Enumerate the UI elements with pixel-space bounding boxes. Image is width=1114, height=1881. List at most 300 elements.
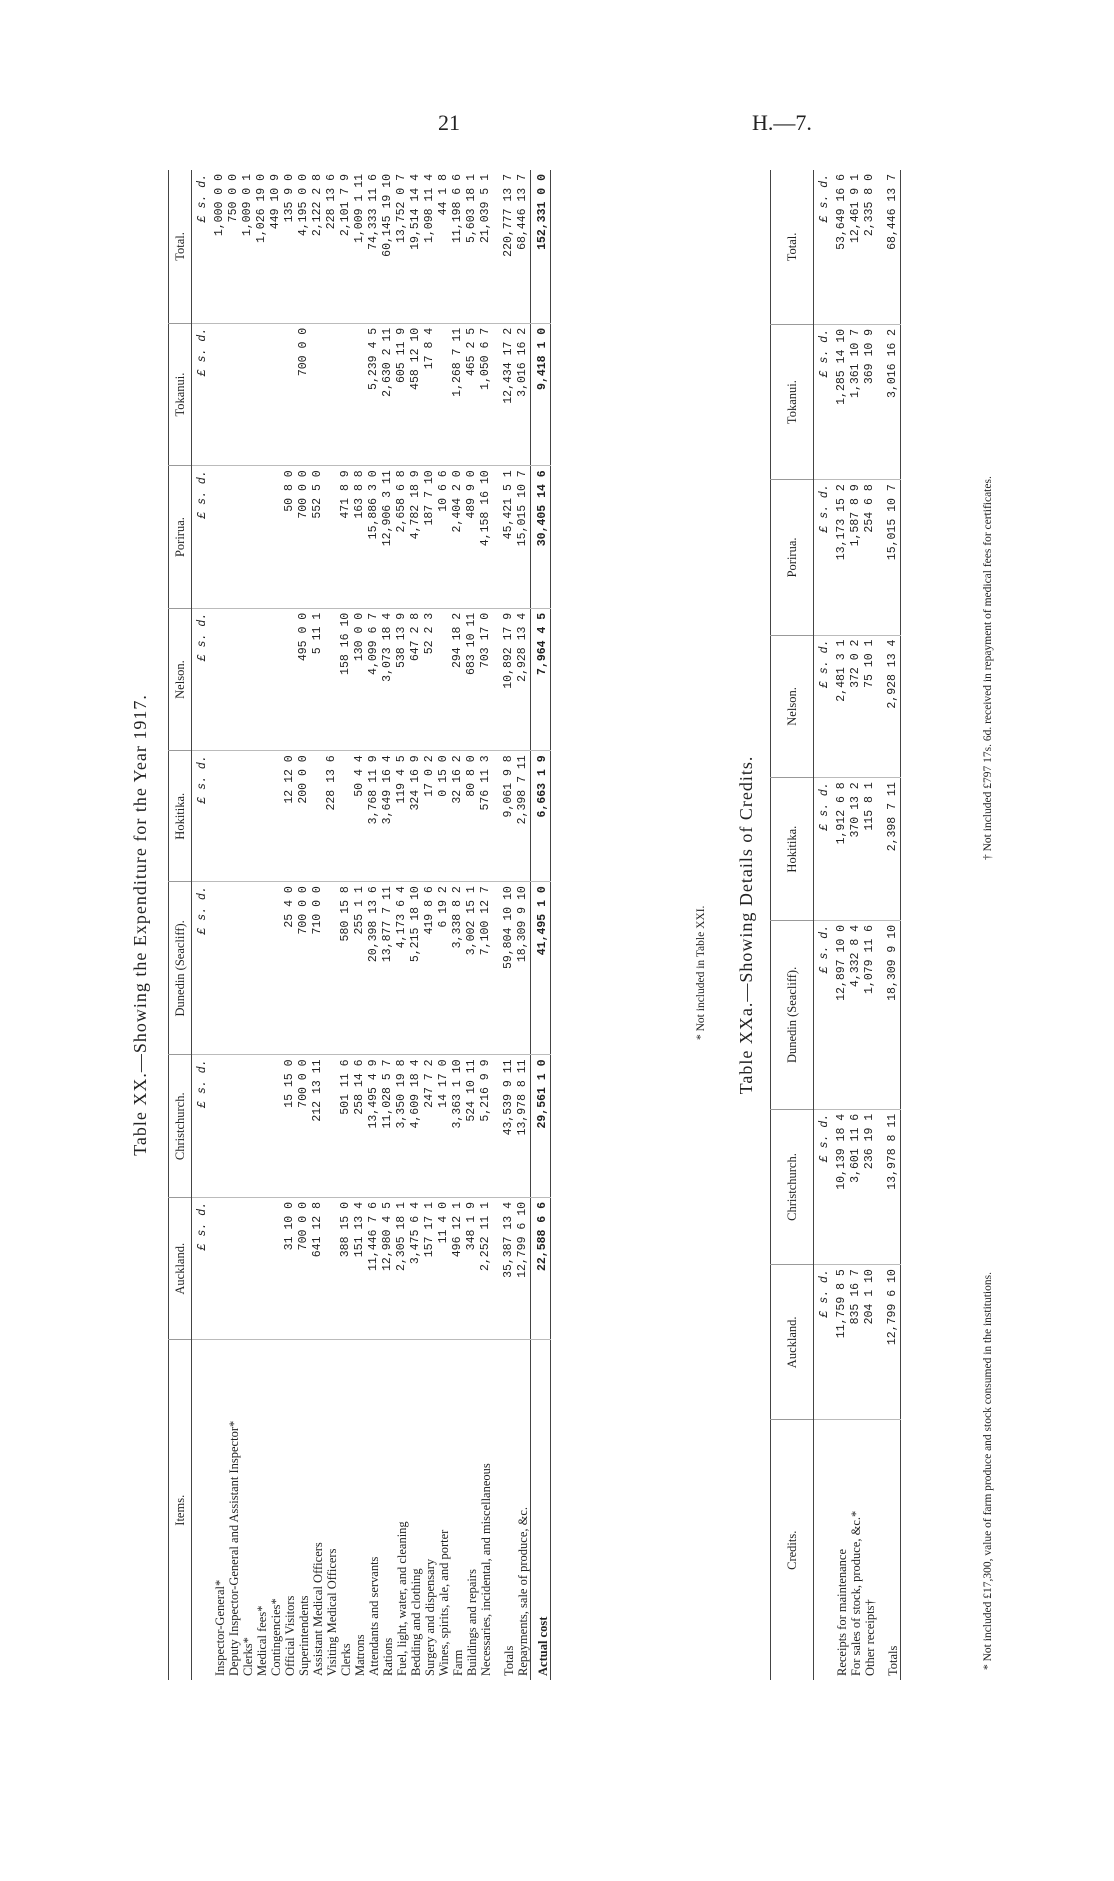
unit-cell: £ s. d. [814,635,836,778]
value-cell: 3,768 11 9 [367,751,381,882]
value-cell: 3,601 11 6 [849,1109,863,1264]
column-header: Dunedin (Seacliff). [771,920,814,1109]
value-cell: 13,877 7 11 [381,882,395,1055]
value-cell: 13,978 8 11 [516,1055,531,1198]
unit-cell: £ s. d. [814,778,836,921]
value-cell: 372 0 2 [849,635,863,778]
value-cell: 1,587 8 9 [849,480,863,635]
row-label: Inspector-General* [213,1340,227,1680]
value-cell: 68,446 13 7 [516,174,529,250]
value-cell [255,751,269,882]
row-label: Visiting Medical Officers [325,1340,339,1680]
value-cell [227,751,241,882]
table-row [835,170,849,1680]
value-cell: 15,015 10 7 [516,466,531,609]
table1-footnote: * Not included in Table XXI. [695,905,707,1040]
credits-table [770,170,901,1680]
column-header: Tokanui. [771,324,814,479]
table2-footnote-a: * Not included £17,300, value of farm produce and stock consumed in the institutions. [982,1272,994,1670]
table-row [311,170,325,1680]
value-cell [241,466,255,609]
table-row [465,170,479,1680]
value-cell: 710 0 0 [311,882,325,1055]
value-cell: 641 12 8 [311,1198,325,1341]
row-label: Attendants and servants [367,1340,381,1680]
value-cell [227,1055,241,1198]
value-cell: 21,039 5 1 [479,174,492,244]
value-cell: 2,398 7 11 [516,751,531,882]
value-cell [269,882,283,1055]
value-cell: 14 17 0 [437,1055,451,1198]
value-cell: 419 8 6 [423,882,437,1055]
value-cell: 1,268 7 11 [451,323,465,466]
value-cell: 501 11 6 [339,1055,353,1198]
value-cell [241,608,255,751]
value-cell: 2,658 6 8 [395,466,409,609]
table-cell [814,1420,836,1680]
value-cell: 32 16 2 [451,751,465,882]
value-cell: 52 2 3 [423,608,437,751]
column-header: Hokitika. [169,751,192,882]
value-cell: 2,252 11 1 [479,1198,493,1341]
value-cell: 465 2 5 [465,323,479,466]
value-cell: 9,418 1 0 [531,323,551,466]
value-cell [353,323,367,466]
value-cell: 294 18 2 [451,608,465,751]
value-cell: 3,363 1 10 [451,1055,465,1198]
column-header: Auckland. [771,1265,814,1420]
table2-title: Table XXa.—Showing Details of Credits. [736,755,756,1095]
value-cell: 9,061 9 8 [493,751,516,882]
column-header: Credits. [771,1420,814,1680]
table-row [516,170,531,1680]
value-cell [269,608,283,751]
table1-title: Table XX.—Showing the Expenditure for the Year 1917. [130,694,150,1156]
value-cell: 115 8 1 [863,778,877,921]
value-cell: 247 7 2 [423,1055,437,1198]
column-header: Dunedin (Seacliff). [169,882,192,1055]
column-header: Christchurch. [771,1109,814,1264]
row-label: Contingencies* [269,1340,283,1680]
value-cell: 130 0 0 [353,608,367,751]
value-cell: 212 13 11 [311,1055,325,1198]
value-cell: 2,928 13 4 [516,608,531,751]
value-cell: 53,649 16 6 [835,174,848,250]
unit-cell: £ s. d. [818,174,831,223]
value-cell: 12,434 17 2 [493,323,516,466]
unit-cell: £ s. d. [196,174,209,223]
value-cell: 605 11 9 [395,323,409,466]
value-cell [325,1055,339,1198]
value-cell: 495 0 0 [297,608,311,751]
value-cell [241,1055,255,1198]
value-cell: 228 13 6 [325,751,339,882]
value-cell: 10,892 17 9 [493,608,516,751]
value-cell: 552 5 0 [311,466,325,609]
value-cell: 1,009 1 11 [353,174,366,244]
value-cell [283,608,297,751]
value-cell: 75 10 1 [863,635,877,778]
row-label: Fuel, light, water, and cleaning [395,1340,409,1680]
table-row [339,170,353,1680]
value-cell: 496 12 1 [451,1198,465,1341]
units-row [192,170,214,1680]
value-cell: 74,333 11 6 [367,174,380,250]
value-cell: 25 4 0 [283,882,297,1055]
value-cell: 11 4 0 [437,1198,451,1341]
value-cell: 7,100 12 7 [479,882,493,1055]
value-cell: 10,139 18 4 [835,1109,849,1264]
row-label: Buildings and repairs [465,1340,479,1680]
value-cell: 15,886 3 0 [367,466,381,609]
value-cell: 31 10 0 [283,1198,297,1341]
value-cell: 1,361 10 7 [849,324,863,479]
value-cell: 647 2 8 [409,608,423,751]
value-cell: 3,475 6 4 [409,1198,423,1341]
value-cell: 5,216 9 9 [479,1055,493,1198]
table-row [269,170,283,1680]
value-cell: 19,514 14 4 [409,174,422,250]
value-cell [269,466,283,609]
row-label: Totals [877,1420,901,1680]
value-cell [311,323,325,466]
value-cell [241,882,255,1055]
value-cell: 45,421 5 1 [493,466,516,609]
value-cell [213,1198,227,1341]
value-cell: 29,561 1 0 [531,1055,551,1198]
column-header: Porirua. [771,480,814,635]
value-cell [269,751,283,882]
table-row [283,170,297,1680]
value-cell: 152,331 0 0 [531,170,551,323]
unit-cell: £ s. d. [192,608,214,751]
row-label: Assistant Medical Officers [311,1340,325,1680]
value-cell: 18,309 9 10 [877,920,901,1109]
value-cell: 1,050 6 7 [479,323,493,466]
unit-cell: £ s. d. [192,466,214,609]
value-cell: 700 0 0 [297,1055,311,1198]
value-cell [325,323,339,466]
value-cell: 0 15 0 [437,751,451,882]
value-cell: 41,495 1 0 [531,882,551,1055]
value-cell: 50 8 0 [283,466,297,609]
value-cell: 11,198 6 6 [451,174,464,244]
value-cell: 750 0 0 [227,174,240,223]
value-cell: 6 19 2 [437,882,451,1055]
row-label: Farm [451,1340,465,1680]
value-cell: 12,461 9 1 [849,174,862,244]
value-cell: 11,028 5 7 [381,1055,395,1198]
value-cell: 80 8 0 [465,751,479,882]
table-row [381,170,395,1680]
value-cell: 5,603 18 1 [465,174,478,244]
value-cell: 538 13 9 [395,608,409,751]
value-cell: 59,804 10 10 [493,882,516,1055]
table-cell [192,1340,214,1680]
value-cell [227,882,241,1055]
value-cell: 1,079 11 6 [863,920,877,1109]
value-cell: 2,398 7 11 [877,778,901,921]
value-cell: 6,663 1 9 [531,751,551,882]
value-cell: 254 6 8 [863,480,877,635]
value-cell: 15,015 10 7 [877,480,901,635]
value-cell: 12,897 10 0 [835,920,849,1109]
units-row [814,170,836,1680]
value-cell [213,323,227,466]
value-cell: 12 12 0 [283,751,297,882]
value-cell: 158 16 10 [339,608,353,751]
value-cell: 683 10 11 [465,608,479,751]
table-row [437,170,451,1680]
value-cell: 151 13 4 [353,1198,367,1341]
value-cell [269,323,283,466]
row-label: Official Visitors [283,1340,297,1680]
value-cell: 13,495 4 9 [367,1055,381,1198]
row-label: Bedding and clothing [409,1340,423,1680]
value-cell: 11,759 8 5 [835,1265,849,1420]
value-cell: 68,446 13 7 [886,174,899,250]
value-cell: 12,799 6 10 [877,1265,901,1420]
row-label: Other receipts† [863,1420,877,1680]
table-row [297,170,311,1680]
row-label: Matrons [353,1340,367,1680]
row-label: For sales of stock, produce, &c.* [849,1420,863,1680]
value-cell [213,1055,227,1198]
value-cell: 324 16 9 [409,751,423,882]
value-cell: 2,630 2 11 [381,323,395,466]
value-cell: 4,609 18 4 [409,1055,423,1198]
value-cell: 228 13 6 [325,174,338,230]
row-label: Clerks [339,1340,353,1680]
value-cell: 236 19 1 [863,1109,877,1264]
value-cell: 43,539 9 11 [493,1055,516,1198]
value-cell [255,466,269,609]
value-cell [255,1198,269,1341]
value-cell [241,323,255,466]
table2-footnote-b: † Not included £797 17s. 6d. received in repayment of medical fees for certificates. [982,476,994,860]
value-cell: 17 0 2 [423,751,437,882]
value-cell [213,466,227,609]
unit-cell: £ s. d. [192,882,214,1055]
value-cell: 700 0 0 [297,323,311,466]
table-row [409,170,423,1680]
value-cell [213,751,227,882]
value-cell: 4,195 0 0 [297,174,310,237]
value-cell: 3,016 16 2 [516,323,531,466]
row-label: Actual cost [531,1340,551,1680]
row-label: Medical fees* [255,1340,269,1680]
value-cell: 187 7 10 [423,466,437,609]
unit-cell: £ s. d. [814,1109,836,1264]
value-cell: 1,285 14 10 [835,324,849,479]
value-cell: 3,338 8 2 [451,882,465,1055]
value-cell: 700 0 0 [297,466,311,609]
value-cell [255,1055,269,1198]
table-row [531,170,551,1680]
value-cell: 17 8 4 [423,323,437,466]
value-cell: 12,980 4 5 [381,1198,395,1341]
value-cell: 5 11 1 [311,608,325,751]
table-row [353,170,367,1680]
table-row [367,170,381,1680]
value-cell: 12,906 3 11 [381,466,395,609]
unit-cell: £ s. d. [192,1198,214,1341]
row-label: Clerks* [241,1340,255,1680]
table-row [255,170,269,1680]
value-cell: 2,101 7 9 [339,174,352,237]
row-label: Deputy Inspector-General and Assistant Inspector* [227,1340,241,1680]
value-cell: 18,309 9 10 [516,882,531,1055]
rotated-content [120,170,1100,1680]
value-cell: 700 0 0 [297,882,311,1055]
value-cell [325,882,339,1055]
value-cell: 576 11 3 [479,751,493,882]
value-cell [269,1055,283,1198]
value-cell [241,1198,255,1341]
value-cell: 4,173 6 4 [395,882,409,1055]
row-label: Necessaries, incidental, and miscellaneous [479,1340,493,1680]
value-cell: 700 0 0 [297,1198,311,1341]
table-row [423,170,437,1680]
value-cell: 204 1 10 [863,1265,877,1420]
value-cell: 2,404 2 0 [451,466,465,609]
table-row [493,170,516,1680]
value-cell: 3,350 19 8 [395,1055,409,1198]
value-cell: 449 10 9 [269,174,282,230]
row-label: Totals [493,1340,516,1680]
value-cell [437,608,451,751]
value-cell: 3,016 16 2 [877,324,901,479]
table-row [479,170,493,1680]
value-cell: 13,752 0 7 [395,174,408,244]
value-cell: 30,405 14 6 [531,466,551,609]
table-row [451,170,465,1680]
value-cell: 3,649 16 4 [381,751,395,882]
value-cell: 524 10 11 [465,1055,479,1198]
value-cell: 3,073 18 4 [381,608,395,751]
value-cell: 135 9 0 [283,174,296,223]
table-row [227,170,241,1680]
value-cell [437,323,451,466]
value-cell [339,751,353,882]
value-cell: 60,145 19 10 [381,174,394,257]
value-cell [255,608,269,751]
value-cell [255,323,269,466]
value-cell: 370 13 2 [849,778,863,921]
column-header: Auckland. [169,1198,192,1341]
value-cell: 471 8 9 [339,466,353,609]
value-cell: 835 16 7 [849,1265,863,1420]
table-row [241,170,255,1680]
column-header: Total. [169,170,192,323]
value-cell: 10 6 6 [437,466,451,609]
unit-cell: £ s. d. [192,751,214,882]
value-cell: 7,964 4 5 [531,608,551,751]
value-cell: 15 15 0 [283,1055,297,1198]
value-cell: 5,239 4 5 [367,323,381,466]
value-cell: 2,122 2 8 [311,174,324,237]
value-cell: 163 8 8 [353,466,367,609]
value-cell [339,323,353,466]
value-cell [213,882,227,1055]
value-cell [227,466,241,609]
column-header: Hokitika. [771,778,814,921]
value-cell: 4,099 6 7 [367,608,381,751]
value-cell: 258 14 6 [353,1055,367,1198]
unit-cell: £ s. d. [814,324,836,479]
table-row [325,170,339,1680]
value-cell: 2,928 13 4 [877,635,901,778]
row-label: Superintendents [297,1340,311,1680]
value-cell: 50 4 4 [353,751,367,882]
column-header: Total. [771,170,814,324]
report-reference: H.—7. [752,110,812,135]
value-cell: 4,782 18 9 [409,466,423,609]
unit-cell: £ s. d. [814,920,836,1109]
value-cell: 388 15 0 [339,1198,353,1341]
value-cell: 20,398 13 6 [367,882,381,1055]
unit-cell: £ s. d. [192,323,214,466]
row-label: Receipts for maintenance [835,1420,849,1680]
table-row [849,170,863,1680]
value-cell [283,323,297,466]
row-label: Rations [381,1340,395,1680]
value-cell: 119 4 5 [395,751,409,882]
column-header: Items. [169,1340,192,1680]
value-cell: 703 17 0 [479,608,493,751]
value-cell: 1,912 6 8 [835,778,849,921]
value-cell: 1,009 0 1 [241,174,254,237]
value-cell: 35,387 13 4 [493,1198,516,1341]
value-cell: 2,335 8 0 [863,174,876,237]
value-cell: 1,026 19 0 [255,174,268,244]
value-cell [227,323,241,466]
row-label: Wines, spirits, ale, and porter [437,1340,451,1680]
value-cell: 13,173 15 2 [835,480,849,635]
table-row [213,170,227,1680]
value-cell: 4,158 16 10 [479,466,493,609]
column-header: Tokanui. [169,323,192,466]
value-cell: 2,481 3 1 [835,635,849,778]
value-cell [311,751,325,882]
table-row [395,170,409,1680]
expenditure-table [168,170,551,1680]
table-row [863,170,877,1680]
value-cell [325,466,339,609]
value-cell: 13,978 8 11 [877,1109,901,1264]
row-label: Surgery and dispensary [423,1340,437,1680]
unit-cell: £ s. d. [814,480,836,635]
value-cell: 458 12 10 [409,323,423,466]
value-cell: 157 17 1 [423,1198,437,1341]
row-label: Repayments, sale of produce, &c. [516,1340,531,1680]
value-cell [325,1198,339,1341]
value-cell: 1,098 11 4 [423,174,436,244]
column-header: Christchurch. [169,1055,192,1198]
value-cell [227,608,241,751]
value-cell: 348 1 9 [465,1198,479,1341]
value-cell: 12,799 6 10 [516,1198,531,1341]
value-cell [227,1198,241,1341]
value-cell: 489 9 0 [465,466,479,609]
page-number: 21 [438,110,460,135]
value-cell [241,751,255,882]
column-header: Porirua. [169,466,192,609]
table-row [877,170,901,1680]
value-cell: 22,588 6 6 [531,1198,551,1341]
value-cell: 4,332 8 4 [849,920,863,1109]
value-cell [325,608,339,751]
